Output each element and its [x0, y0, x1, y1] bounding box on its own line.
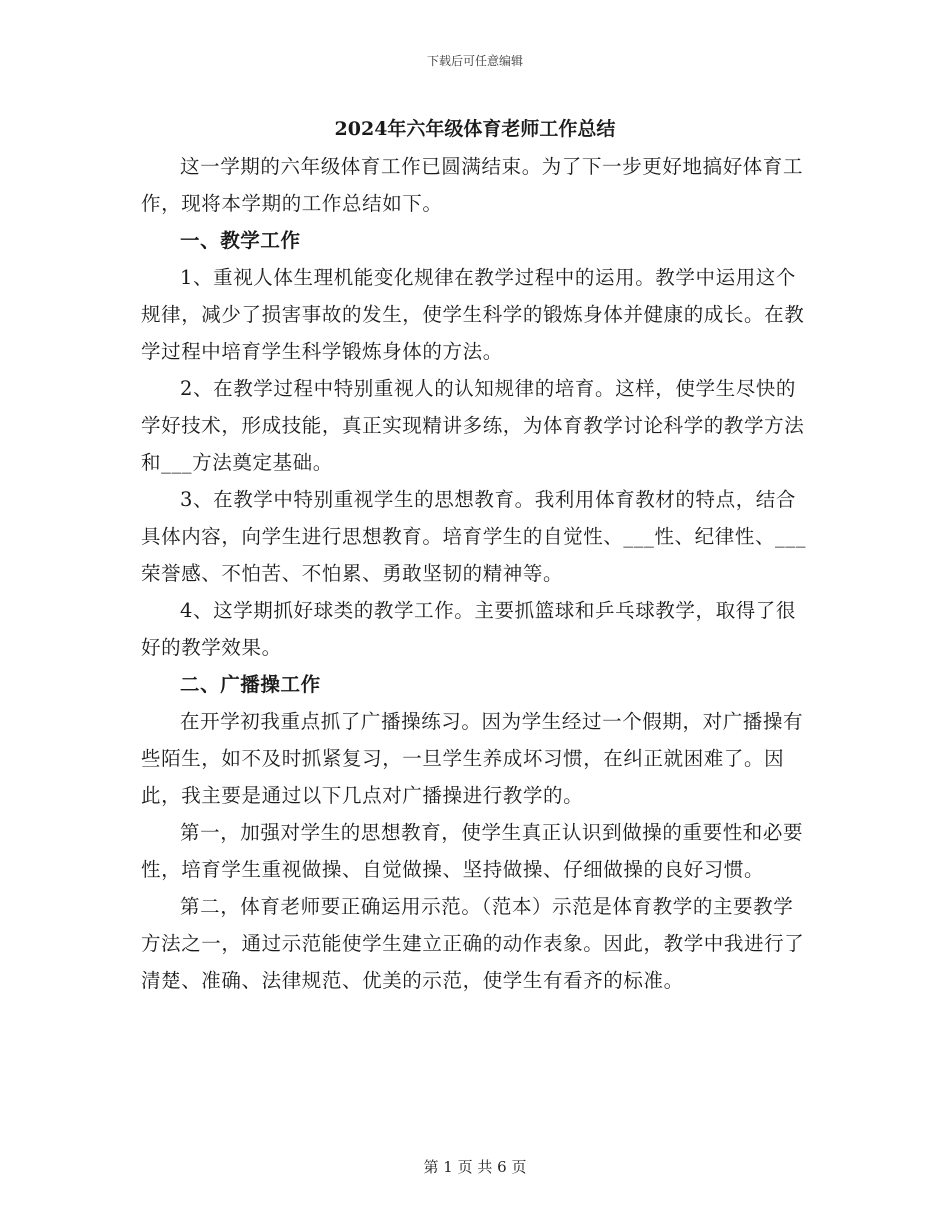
- document-title: 2024年六年级体育老师工作总结: [334, 118, 616, 140]
- teaching-item-3: 3、在教学中特别重视学生的思想教育。我利用体育教材的特点，结合具体内容，向学生进行思想教育。培育学生的自觉性、___性、纪律性、___荣誉感、不怕苦、不怕累、勇敢坚韧的精神等。: [141, 488, 807, 585]
- section-heading-teaching: 一、教学工作: [180, 229, 301, 252]
- teaching-item-4: 4、这学期抓好球类的教学工作。主要抓篮球和乒乓球教学，取得了很好的教学效果。: [141, 599, 797, 659]
- header-note: 下载后可任意编辑: [426, 54, 523, 68]
- page-number: 第 1 页 共 6 页: [423, 1158, 527, 1176]
- exercise-paragraph-1: 在开学初我重点抓了广播操练习。因为学生经过一个假期，对广播操有些陌生，如不及时抓紧复习，一旦学生养成坏习惯，在纠正就困难了。因此，我主要是通过以下几点对广播操进行教学的。: [141, 710, 804, 807]
- exercise-paragraph-3: 第二，体育老师要正确运用示范。（范本）示范是体育教学的主要教学方法之一，通过示范能使学生建立正确的动作表象。因此，教学中我进行了清楚、准确、法律规范、优美的示范，使学生有看齐的标准。: [141, 895, 805, 992]
- exercise-paragraph-2: 第一，加强对学生的思想教育，使学生真正认识到做操的重要性和必要性，培育学生重视做操、自觉做操、坚持做操、仔细做操的良好习惯。: [141, 821, 804, 881]
- section-heading-exercise: 二、广播操工作: [180, 673, 321, 696]
- teaching-item-1: 1、重视人体生理机能变化规律在教学过程中的运用。教学中运用这个规律，减少了损害事故的发生，使学生科学的锻炼身体并健康的成长。在教学过程中培育学生科学锻炼身体的方法。: [141, 266, 805, 363]
- intro-paragraph: 这一学期的六年级体育工作已圆满结束。为了下一步更好地搞好体育工作，现将本学期的工作总结如下。: [141, 155, 804, 215]
- document-body: [141, 112, 809, 999]
- teaching-item-2: 2、在教学过程中特别重视人的认知规律的培育。这样，使学生尽快的学好技术，形成技能，真正实现精讲多练，为体育教学讨论科学的教学方法和___方法奠定基础。: [141, 377, 805, 474]
